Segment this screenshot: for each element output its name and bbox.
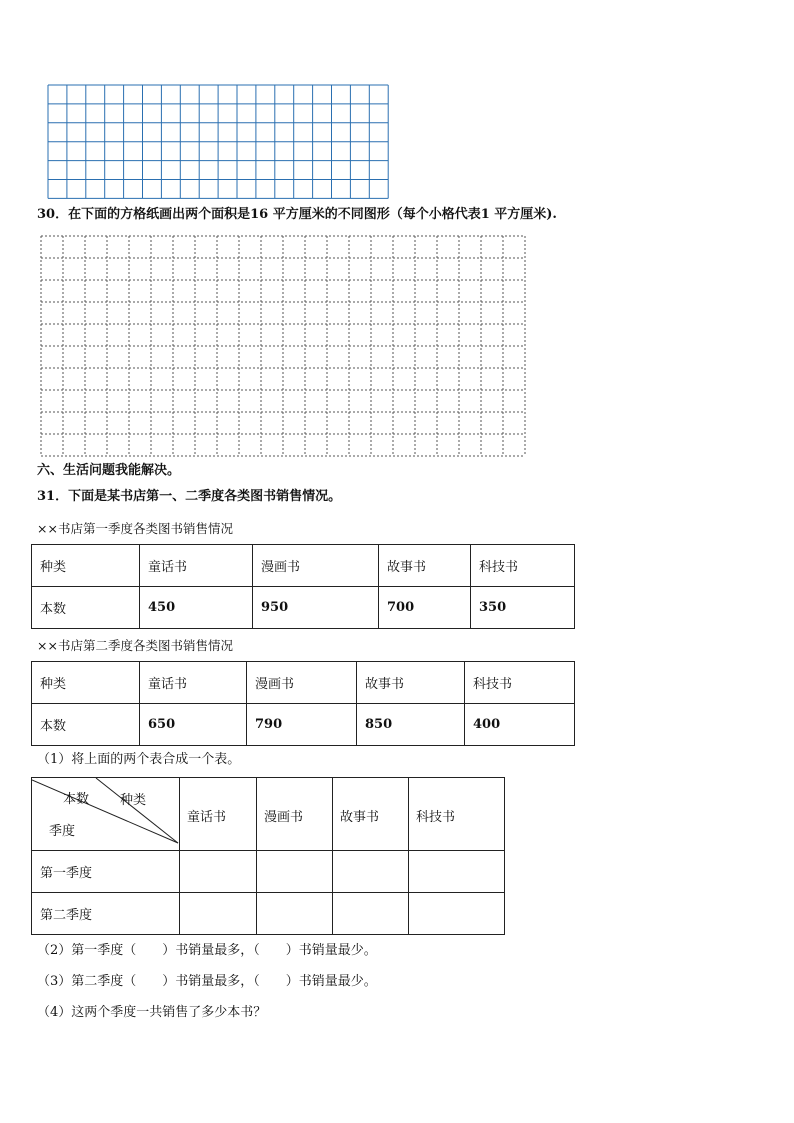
table2-header-cell: 种类 xyxy=(32,662,140,704)
table1-value-cell: 950 xyxy=(253,587,379,629)
table2-value-cell: 850 xyxy=(357,704,465,746)
sub-question-3: （3）第二季度（ ）书销量最多，（ ）书销量最少。 xyxy=(37,974,377,989)
table1-row-label: 本数 xyxy=(32,587,140,629)
table2-value-cell: 650 xyxy=(140,704,247,746)
blue-grid xyxy=(47,84,391,200)
table-q1-sales xyxy=(31,544,575,629)
combined-row-label: 第二季度 xyxy=(32,893,180,935)
table1-header-cell: 故事书 xyxy=(379,545,471,587)
table-q2-sales xyxy=(31,661,575,746)
table2-value-cell: 400 xyxy=(465,704,575,746)
table2-header-cell: 科技书 xyxy=(465,662,575,704)
answer-cell[interactable] xyxy=(333,851,409,893)
answer-cell[interactable] xyxy=(180,851,257,893)
answer-cell[interactable] xyxy=(180,893,257,935)
table1-header-cell: 科技书 xyxy=(471,545,575,587)
table2-value-cell: 790 xyxy=(247,704,357,746)
combined-header-cell: 童话书 xyxy=(180,778,257,851)
section-6-heading: 六、生活问题我能解决。 xyxy=(37,463,181,478)
combined-header-cell: 故事书 xyxy=(333,778,409,851)
corner-count-label: 本数 xyxy=(63,792,90,807)
answer-cell[interactable] xyxy=(333,893,409,935)
answer-cell[interactable] xyxy=(409,893,505,935)
corner-season-label: 季度 xyxy=(49,824,76,839)
table1-header-cell: 漫画书 xyxy=(253,545,379,587)
answer-cell[interactable] xyxy=(257,893,333,935)
sub-question-2: （2）第一季度（ ）书销量最多，（ ）书销量最少。 xyxy=(37,943,377,958)
table1-header-cell: 种类 xyxy=(32,545,140,587)
table1-caption: ××书店第一季度各类图书销售情况 xyxy=(37,521,233,536)
sub-question-1: （1）将上面的两个表合成一个表。 xyxy=(37,752,241,767)
table1-value-cell: 350 xyxy=(471,587,575,629)
table-combined xyxy=(31,777,505,935)
question-30: 30．在下面的方格纸画出两个面积是16 平方厘米的不同图形（每个小格代表1 平方厘米). xyxy=(37,207,557,222)
corner-diagonal-lines xyxy=(32,778,180,851)
table2-header-cell: 漫画书 xyxy=(247,662,357,704)
table1-header-cell: 童话书 xyxy=(140,545,253,587)
corner-kind-label: 种类 xyxy=(120,793,147,808)
answer-cell[interactable] xyxy=(257,851,333,893)
combined-row-label: 第一季度 xyxy=(32,851,180,893)
dotted-grid xyxy=(40,235,530,459)
combined-header-cell: 漫画书 xyxy=(257,778,333,851)
combined-header-cell: 科技书 xyxy=(409,778,505,851)
answer-cell[interactable] xyxy=(409,851,505,893)
table2-caption: ××书店第二季度各类图书销售情况 xyxy=(37,638,233,653)
sub-question-4: （4）这两个季度一共销售了多少本书？ xyxy=(37,1005,267,1020)
table2-header-cell: 故事书 xyxy=(357,662,465,704)
table2-header-cell: 童话书 xyxy=(140,662,247,704)
corner-header-cell xyxy=(32,778,180,851)
table1-value-cell: 450 xyxy=(140,587,253,629)
question-31: 31．下面是某书店第一、二季度各类图书销售情况。 xyxy=(37,489,342,504)
table2-row-label: 本数 xyxy=(32,704,140,746)
table1-value-cell: 700 xyxy=(379,587,471,629)
